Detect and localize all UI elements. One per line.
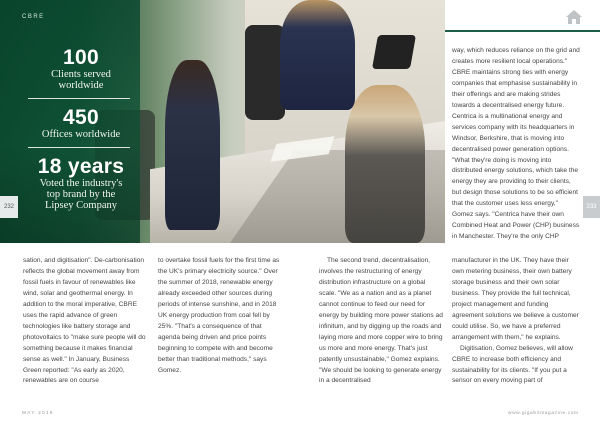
article-column-1 [23,256,146,387]
paragraph: Digitisation, Gomez believes, will allow CBRE to increase both efficiency and sustainability for its clients. "If you put a sensor on every moving part of [452,344,573,385]
article-column-2 [158,256,282,376]
photo-visitor [345,85,425,243]
stat-value: 450 [63,106,99,129]
footer-website[interactable]: www.gigabitmagazine.com [508,411,579,416]
photo-receptionist [280,0,355,110]
paragraph: manufacturer in the UK. They have their own metering business, their own battery storage business and their own solar business. They provide the full technical, project management and funding agreement solutions we believe a customer could utilise. So, we have a preferred arrangement with them," he explains. [452,257,579,341]
photo-employee [165,60,220,230]
page-number-right: 233 [583,196,600,218]
stat-value: 18 years [37,155,125,178]
paragraph: to overtake fossil fuels for the first time as the UK's primary electricity source." Over the summer of 2018, renewable energy already exceeded other sources during periods of intense sunshine, and in 2018 UK energy production from coal fell by 25%. "That's a consequence of that agenda being driven and price points beginning to compete with and become better than traditional methods," says Gomez. [158,257,280,374]
stat-label: worldwide [58,80,104,91]
brand-label: CBRE [22,14,45,20]
stat-label: top brand by the [46,189,116,200]
stat-divider [28,98,130,99]
stat-label: Offices worldwide [41,129,121,140]
article-column-right-top [452,46,580,243]
footer-date: MAY 2019 [22,411,54,416]
page-number-left: 232 [0,196,18,218]
stat-brand-years [20,156,142,211]
paragraph: way, which reduces reliance on the grid and creates more resilient local operations." CBRE maintains strong ties with energy companies that emphasise sustainability in their offerings and are making strides towards a decentralised energy future. Centrica is a multinational energy and services company with its headquarters in Windsor, Berkshire, that is moving into decentralised power generation options. "What they're doing is moving into distributed energy solutions, which take the energy they are providing to their clients, but design those solutions to be so efficient that the customer uses less energy," Gomez says. "Centrica have their own Combined Heat and Power (CHP) business in Manchester. They're the only CHP [452,47,580,241]
paragraph: sation, and digitisation". De-carbonisation reflects the global movement away from fossil fuels in favour of renewables like wind, solar and geothermal energy. In addition to the moral imperative, CBRE uses the rapid advance of green technologies like battery storage and photovoltaics to "make sure people will do something because it makes financial sense as well." In January, Business Green reported: "As early as 2020, renewables are on course [23,257,146,385]
stat-value: 100 [63,46,99,69]
home-icon[interactable] [565,9,583,25]
stat-label: Clients served [51,69,111,80]
stat-label: Lipsey Company [44,200,118,211]
stat-label: Voted the industry's [39,178,123,189]
stat-offices [20,107,142,140]
header-rule [445,30,600,32]
photo-telephone [372,35,416,69]
stat-clients [20,47,142,91]
photo-office-chair [245,25,285,120]
article-column-3 [319,256,443,387]
paragraph: The second trend, decentralisation, involves the restructuring of energy distribution infrastructure on a global scale. "We as a nation and as a planet cannot continue to feed our need for energy by building more power stations ad infinitum, and by digging up the roads and laying more and more copper wire to bring us more and more energy. That's just patently unsustainable," Gomez explains. "We should be looking to generate energy in a decentralised [319,257,443,385]
article-column-4 [452,256,580,387]
stat-divider [28,147,130,148]
